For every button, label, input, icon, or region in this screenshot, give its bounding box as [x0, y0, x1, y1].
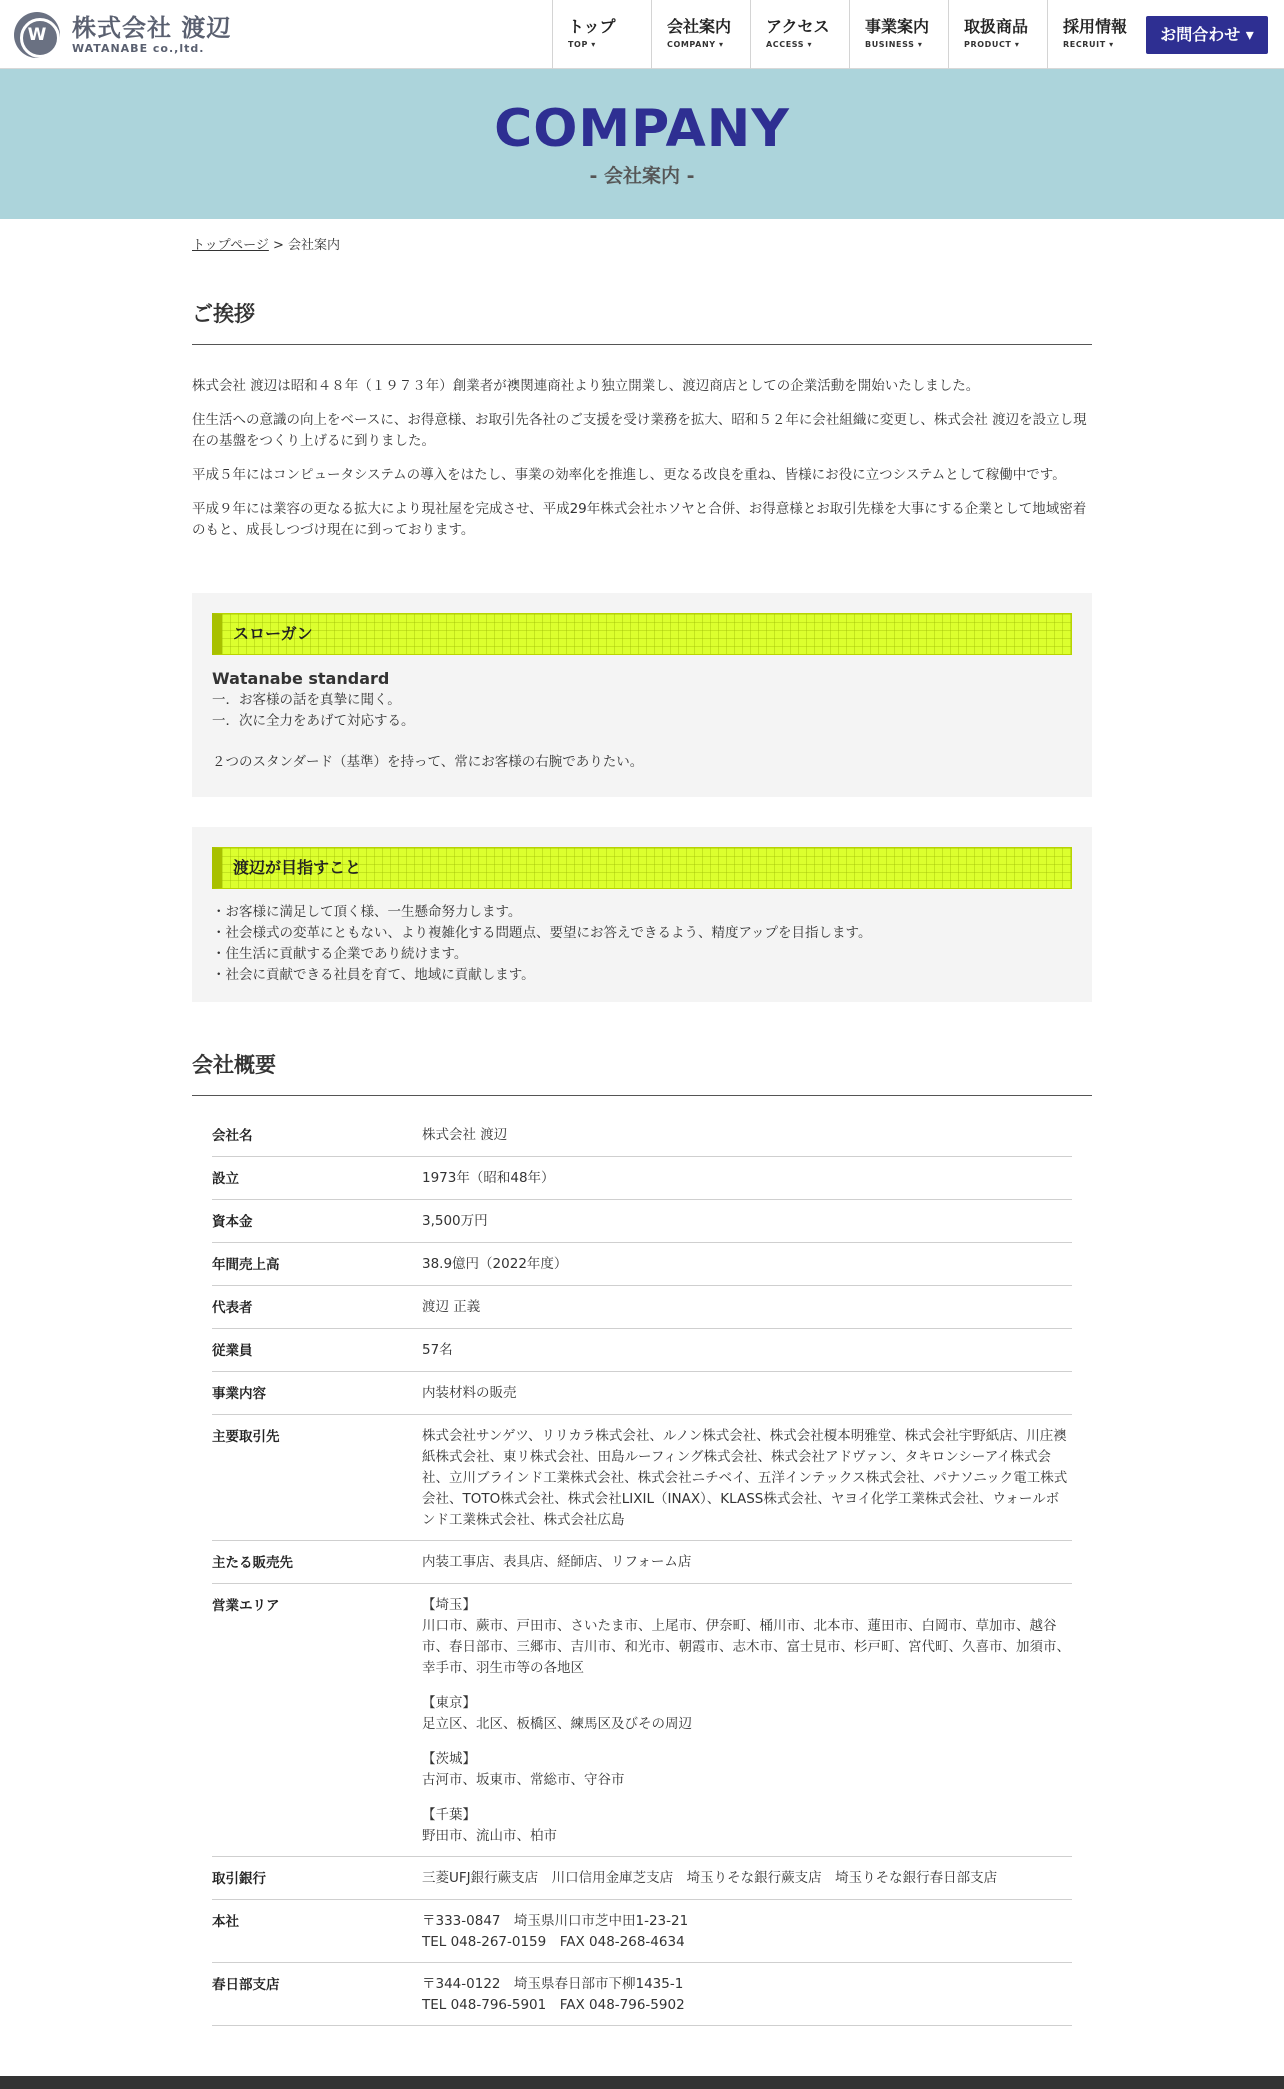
table-row: [212, 1286, 1072, 1329]
nav-item-sublabel: TOP ▾: [568, 39, 651, 51]
nav-item-access[interactable]: [750, 0, 849, 69]
page-hero: [0, 69, 1284, 219]
table-row: [212, 1900, 1072, 1963]
nav-item-sublabel: ACCESS ▾: [766, 39, 849, 51]
page-title: COMPANY: [494, 99, 790, 159]
table-row-value: 1973年（昭和48年）: [422, 1170, 555, 1186]
table-row-label: 代表者: [212, 1300, 253, 1316]
table-row-label: 従業員: [212, 1343, 253, 1359]
slogan-line: 一．次に全力をあげて対応する。: [212, 713, 415, 729]
area-group: [422, 1749, 1072, 1791]
greeting-paragraph: 株式会社 渡辺は昭和４８年（１９７３年）創業者が襖関連商社より独立開業し、渡辺商店としての企業活動を開始いたしました。: [192, 378, 980, 394]
nav-item-label: アクセス: [766, 17, 830, 36]
table-row: [212, 1415, 1072, 1541]
table-row-label: 設立: [212, 1171, 239, 1187]
logo-company-name-en: WATANABE co.,ltd.: [72, 42, 205, 55]
table-row-value: 38.9億円（2022年度）: [422, 1256, 568, 1272]
area-group: [422, 1595, 1072, 1679]
breadcrumb: [192, 237, 340, 255]
table-row: [212, 1963, 1072, 2026]
logo-emblem-icon: [14, 12, 60, 58]
table-row: [212, 1541, 1072, 1584]
contact-button[interactable]: お問合わせ ▾: [1146, 16, 1268, 54]
aims-item: ・住生活に貢献する企業であり続けます。: [212, 946, 468, 962]
slogan-line: 一．お客様の話を真摯に聞く。: [212, 692, 401, 708]
nav-item-sublabel: COMPANY ▾: [667, 39, 750, 51]
table-row: [212, 1584, 1072, 1857]
area-group-heading: 【埼玉】: [422, 1597, 476, 1613]
area-group: [422, 1693, 1072, 1735]
table-row-label: 本社: [212, 1914, 239, 1930]
area-group-list: 野田市、流山市、柏市: [422, 1828, 557, 1844]
table-row: [212, 1372, 1072, 1415]
site-header: [0, 0, 1284, 69]
aims-item: ・社会様式の変革にともない、より複雑化する問題点、要望にお答えできるよう、精度アップを目指します。: [212, 925, 872, 941]
table-row-value: 株式会社サンゲツ、リリカラ株式会社、ルノン株式会社、株式会社榎本明雅堂、株式会社宇野紙店、川庄襖紙株式会社、東リ株式会社、田島ルーフィング株式会社、株式会社アドヴァン、タキロンシーアイ株式会社、立川ブラインド工業株式会社、株式会社ニチベイ、五洋インテックス株式会社、パナソニック電工株式会社、TOTO株式会社、株式会社LIXIL（INAX）、KLASS株式会社、ヤヨイ化学工業株式会社、ウォールボンド工業株式会社、株式会社広島: [422, 1428, 1068, 1528]
table-row-value: 内装材料の販売: [422, 1385, 517, 1401]
greeting-body: [192, 376, 1092, 554]
area-group-heading: 【東京】: [422, 1695, 476, 1711]
aims-item: ・お客様に満足して頂く様、一生懸命努力します。: [212, 904, 522, 920]
table-row-label: 取引銀行: [212, 1871, 266, 1887]
table-row-label: 年間売上高: [212, 1257, 280, 1273]
slogan-closing: ２つのスタンダード（基準）を持って、常にお客様の右腕でありたい。: [212, 754, 644, 770]
nav-item-label: トップ: [568, 17, 616, 36]
greeting-paragraph: 住生活への意識の向上をベースに、お得意様、お取引先各社のご支援を受け業務を拡大、昭和５２年に会社組織に変更し、株式会社 渡辺を設立し現在の基盤をつくり上げるに到りました。: [192, 412, 1087, 449]
table-row-value: 内装工事店、表具店、経師店、リフォーム店: [422, 1554, 692, 1570]
table-row-value: 渡辺 正義: [422, 1299, 481, 1315]
nav-item-product[interactable]: [948, 0, 1047, 69]
table-row-value: [422, 1595, 1072, 1847]
address-line: 〒344-0122 埼玉県春日部市下柳1435-1: [422, 1976, 684, 1992]
table-row-label: 主たる販売先: [212, 1555, 293, 1571]
table-row: [212, 1329, 1072, 1372]
table-row: [212, 1857, 1072, 1900]
table-row-value: 3,500万円: [422, 1213, 488, 1229]
nav-item-sublabel: BUSINESS ▾: [865, 39, 948, 51]
company-logo[interactable]: [14, 13, 231, 57]
aims-item: ・社会に貢献できる社員を育て、地域に貢献します。: [212, 967, 535, 983]
aims-heading: 渡辺が目指すこと: [233, 858, 362, 877]
slogan-heading: スローガン: [233, 624, 313, 643]
table-row-label: 営業エリア: [212, 1598, 280, 1614]
phone-line: TEL 048-796-5901 FAX 048-796-5902: [422, 1997, 685, 2013]
greeting-heading: ご挨拶: [192, 300, 1092, 345]
area-group-list: 川口市、蕨市、戸田市、さいたま市、上尾市、伊奈町、桶川市、北本市、蓮田市、白岡市、草加市、越谷市、春日部市、三郷市、吉川市、和光市、朝霞市、志木市、富士見市、杉戸町、宮代町、久喜市、加須市、幸手市、羽生市等の各地区: [422, 1618, 1070, 1676]
greeting-paragraph: 平成５年にはコンピュータシステムの導入をはたし、事業の効率化を推進し、更なる改良を重ね、皆様にお役に立つシステムとして稼働中です。: [192, 467, 1066, 483]
phone-line: TEL 048-267-0159 FAX 048-268-4634: [422, 1934, 685, 1950]
footer: [0, 2076, 1284, 2089]
nav-item-sublabel: RECRUIT ▾: [1063, 39, 1146, 51]
company-overview-table: [212, 1114, 1072, 2026]
area-group-heading: 【千葉】: [422, 1807, 476, 1823]
table-row: [212, 1157, 1072, 1200]
page-subtitle: - 会社案内 -: [589, 165, 695, 187]
slogan-box: [192, 593, 1092, 797]
nav-item-top[interactable]: [552, 0, 651, 69]
table-row-value: [422, 1911, 1072, 1953]
nav-item-recruit[interactable]: [1047, 0, 1146, 69]
table-row-label: 資本金: [212, 1214, 253, 1230]
nav-item-sublabel: PRODUCT ▾: [964, 39, 1047, 51]
breadcrumb-separator: >: [272, 238, 284, 253]
logo-company-name: 株式会社 渡辺: [72, 14, 232, 42]
nav-item-label: 採用情報: [1063, 17, 1128, 36]
slogan-subheading: Watanabe standard: [212, 669, 390, 688]
area-group-list: 足立区、北区、板橋区、練馬区及びその周辺: [422, 1716, 692, 1732]
table-row-label: 会社名: [212, 1128, 253, 1144]
table-row-label: 主要取引先: [212, 1429, 280, 1445]
table-row-value: [422, 1974, 1072, 2016]
table-row-value: 57名: [422, 1342, 453, 1358]
nav-item-company[interactable]: [651, 0, 750, 69]
table-row-value: 三菱UFJ銀行蕨支店 川口信用金庫芝支店 埼玉りそな銀行蕨支店 埼玉りそな銀行春日部支店: [422, 1870, 998, 1886]
table-row: [212, 1114, 1072, 1157]
aims-heading-bar: [212, 847, 1072, 889]
table-row: [212, 1243, 1072, 1286]
nav-item-business[interactable]: [849, 0, 948, 69]
table-row-label: 春日部支店: [212, 1977, 280, 1993]
nav-item-label: 会社案内: [667, 17, 732, 36]
breadcrumb-current: 会社案内: [288, 238, 341, 253]
slogan-heading-bar: [212, 613, 1072, 655]
area-group-heading: 【茨城】: [422, 1751, 476, 1767]
address-line: 〒333-0847 埼玉県川口市芝中田1-23-21: [422, 1913, 689, 1929]
table-row-label: 事業内容: [212, 1386, 266, 1402]
table-row-value: 株式会社 渡辺: [422, 1127, 508, 1143]
area-group: [422, 1805, 1072, 1847]
nav-item-label: 取扱商品: [964, 17, 1029, 36]
main-nav: [552, 0, 1146, 69]
table-row: [212, 1200, 1072, 1243]
aims-box: [192, 827, 1092, 1002]
breadcrumb-home-link[interactable]: トップページ: [192, 238, 269, 253]
area-group-list: 古河市、坂東市、常総市、守谷市: [422, 1772, 625, 1788]
greeting-paragraph: 平成９年には業容の更なる拡大により現社屋を完成させ、平成29年株式会社ホソヤと合併、お得意様とお取引先様を大事にする企業として地域密着のもと、成長しつづけ現在に到っております。: [192, 501, 1087, 538]
nav-item-label: 事業案内: [865, 17, 930, 36]
overview-heading: 会社概要: [192, 1051, 1092, 1096]
